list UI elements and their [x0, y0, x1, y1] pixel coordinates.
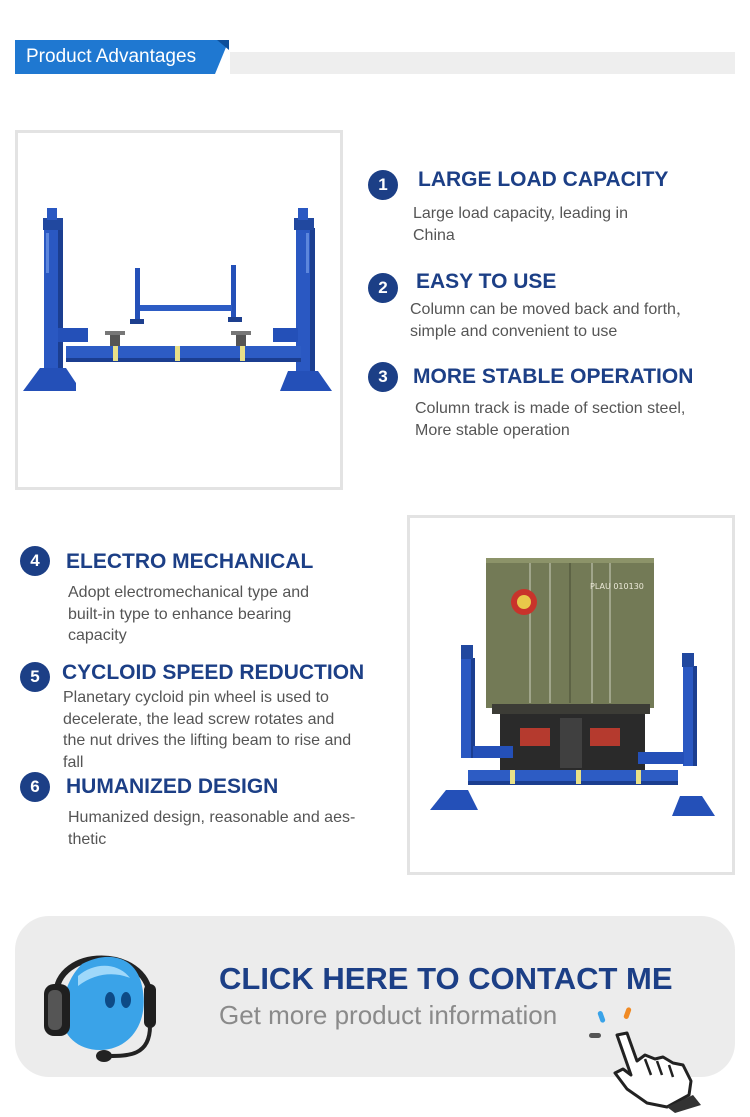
- headset-mascot-icon: [38, 926, 164, 1068]
- feature-title: LARGE LOAD CAPACITY: [418, 168, 669, 191]
- feature-description: Planetary cycloid pin wheel is used to decelerate, the lead screw rotates and the nut drives the lifting beam to rise and fall: [63, 689, 352, 771]
- section-title: Product Advantages: [26, 46, 197, 67]
- contact-button-title[interactable]: CLICK HERE TO CONTACT ME: [219, 961, 673, 996]
- container-code: PLAU 010130: [590, 582, 644, 591]
- feature-description: Adopt electromechanical type and built-in type to enhance bearing capacity: [68, 584, 310, 644]
- feature-title: HUMANIZED DESIGN: [66, 775, 279, 798]
- feature-description: Column track is made of section steel, More stable operation: [415, 400, 686, 439]
- container-lift-image: [410, 518, 732, 872]
- lift-image-frame: [15, 130, 343, 490]
- feature-number-badge: 2: [368, 273, 398, 303]
- header-rule: [230, 52, 735, 74]
- column-lift-image: [18, 133, 340, 487]
- feature-number-badge: 3: [368, 362, 398, 392]
- contact-subtitle: Get more product information: [219, 1000, 558, 1030]
- feature-title: ELECTRO MECHANICAL: [66, 550, 314, 573]
- feature-number-badge: 1: [368, 170, 398, 200]
- feature-title: EASY TO USE: [416, 270, 557, 293]
- container-lift-image-frame: [407, 515, 735, 875]
- feature-description: Humanized design, reasonable and aes-thetic: [68, 809, 356, 848]
- feature-description: Large load capacity, leading in China: [413, 205, 628, 244]
- pointing-hand-icon[interactable]: [585, 1003, 705, 1113]
- feature-title: CYCLOID SPEED REDUCTION: [62, 661, 365, 684]
- feature-description: Column can be moved back and forth，simple and convenient to use: [410, 301, 692, 340]
- feature-number-badge: 4: [20, 546, 50, 576]
- feature-title: MORE STABLE OPERATION: [413, 365, 694, 388]
- feature-number-badge: 6: [20, 772, 50, 802]
- feature-number-badge: 5: [20, 662, 50, 692]
